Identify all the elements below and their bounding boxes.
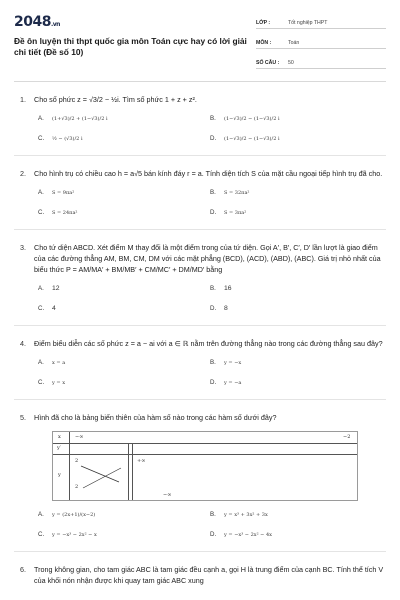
decrease-arrow — [81, 466, 119, 482]
option-letter: D. — [210, 531, 217, 538]
option-letter: A. — [38, 285, 44, 292]
header-divider — [14, 81, 386, 82]
option-c[interactable] — [38, 378, 210, 387]
option-letter: C. — [38, 135, 45, 142]
option-d[interactable] — [210, 208, 382, 217]
option-value: S = 24πa² — [52, 209, 78, 216]
question-text: Cho hình trụ có chiều cao h = a√5 bán kính đáy r = a. Tính diện tích S của mặt cầu ngoại tiếp hình trụ đã cho. — [34, 169, 383, 178]
answer-options — [38, 284, 386, 313]
option-a[interactable] — [38, 284, 210, 293]
answer-options — [38, 188, 386, 217]
option-value: S = 32πa² — [224, 189, 250, 196]
meta-row-class — [256, 17, 386, 29]
question-divider — [14, 551, 386, 552]
option-letter: B. — [210, 359, 216, 366]
option-a[interactable] — [38, 114, 210, 123]
table-y-mid: 2 — [75, 484, 79, 490]
option-letter: C. — [38, 209, 45, 216]
header-left — [14, 6, 254, 69]
question-5 — [14, 412, 386, 539]
question-number: 5. — [20, 413, 26, 422]
question-6 — [14, 564, 386, 586]
question-text: Trong không gian, cho tam giác ABC là tam giác đều cạnh a, gọi H là trung điểm của cạnh BC. Tính thể tích V của khối nón nhận được khi quay tam giác ABC xung — [34, 565, 384, 585]
option-value: x = a — [52, 359, 66, 366]
option-c[interactable] — [38, 208, 210, 217]
question-2 — [14, 168, 386, 217]
option-value: (1−√3)/2 − (1−√3)/2 i — [224, 115, 280, 122]
option-d[interactable] — [210, 134, 382, 143]
option-d[interactable] — [210, 378, 382, 387]
option-letter: B. — [210, 285, 216, 292]
increase-arrow — [83, 468, 121, 488]
option-value: S = 9πa² — [52, 189, 75, 196]
option-letter: C. — [38, 379, 45, 386]
option-value: 4 — [52, 305, 56, 312]
question-divider — [14, 155, 386, 156]
question-text: Điểm biểu diễn các số phức z = a − ai với a ∈ ℝ nằm trên đường thẳng nào trong các đường thẳng sau đây? — [34, 339, 383, 348]
option-b[interactable] — [210, 510, 382, 519]
option-value: ½ − (√3)/2 i — [52, 135, 83, 142]
meta-row-subject — [256, 37, 386, 49]
question-text: Hình đã cho là bảng biến thiên của hàm số nào trong các hàm số dưới đây? — [34, 413, 277, 422]
option-value: y = −x — [224, 359, 242, 366]
table-x-left: −∞ — [75, 434, 84, 440]
document-title: Đề ôn luyện thi thpt quốc gia môn Toán cực hay có lời giải chi tiết (Đề số 10) — [14, 36, 247, 57]
meta-label: MÔN : — [256, 39, 272, 46]
table-y-right-bottom: −∞ — [163, 492, 172, 498]
question-divider — [14, 399, 386, 400]
question-number: 2. — [20, 169, 26, 178]
question-text: Cho số phức z = √3/2 − ½i. Tìm số phức 1 + z + z². — [34, 95, 197, 104]
option-value: y = −a — [224, 379, 242, 386]
logo-suffix: .vn — [50, 21, 60, 28]
option-value: 8 — [224, 305, 228, 312]
meta-row-count — [256, 57, 386, 69]
option-value: y = x — [52, 379, 66, 386]
option-value: y = x³ + 3x² + 3x — [224, 511, 268, 518]
question-4 — [14, 338, 386, 387]
option-b[interactable] — [210, 284, 382, 293]
answer-options — [38, 510, 386, 539]
meta-label: SỐ CÂU : — [256, 59, 280, 66]
table-yprime-label: y′ — [57, 445, 61, 451]
logo-main: 2048 — [14, 14, 51, 30]
option-letter: D. — [210, 379, 217, 386]
option-b[interactable] — [210, 114, 382, 123]
option-c[interactable] — [38, 304, 210, 313]
option-letter: A. — [38, 359, 44, 366]
meta-value: Toán — [288, 39, 300, 46]
question-number: 6. — [20, 565, 26, 574]
option-value: (1−√3)/2 − (1−√3)/2 i — [224, 135, 280, 142]
option-letter: B. — [210, 511, 216, 518]
question-number: 3. — [20, 243, 26, 252]
table-y-label: y — [58, 472, 61, 478]
option-letter: A. — [38, 189, 44, 196]
option-value: y = (2x+1)/(x−2) — [52, 511, 96, 518]
option-value: y = −x³ − 2x² − 4x — [224, 531, 272, 538]
table-x-label: x — [58, 434, 61, 440]
option-letter: C. — [38, 305, 45, 312]
header-meta — [256, 17, 386, 69]
option-a[interactable] — [38, 188, 210, 197]
meta-value: 50 — [288, 59, 294, 66]
option-c[interactable] — [38, 530, 210, 539]
option-d[interactable] — [210, 304, 382, 313]
option-letter: B. — [210, 115, 216, 122]
option-a[interactable] — [38, 358, 210, 367]
question-text: Cho tứ diện ABCD. Xét điểm M thay đổi là một điểm trong của tứ diện. Gọi A′, B′, C′, D′ lần lượt là giao điểm của các đường thẳng AM, BM, CM, DM với các mặt phẳng (BCD), (ACD), (ABD), (ABC). Giá trị nhỏ nhất của biểu thức P = AM/MA′ + BM/MB′ + CM/MC′ + DM/MD′ bằng — [34, 243, 381, 274]
option-letter: D. — [210, 209, 217, 216]
option-b[interactable] — [210, 358, 382, 367]
option-d[interactable] — [210, 530, 382, 539]
table-arrows — [53, 432, 357, 500]
document-header — [14, 6, 386, 69]
meta-label: LỚP : — [256, 19, 271, 26]
site-logo[interactable] — [14, 14, 254, 30]
option-b[interactable] — [210, 188, 382, 197]
option-c[interactable] — [38, 134, 210, 143]
question-divider — [14, 229, 386, 230]
question-3 — [14, 242, 386, 313]
option-value: 12 — [52, 285, 60, 292]
meta-value: Tốt nghiệp THPT — [288, 19, 328, 26]
answer-options — [38, 358, 386, 387]
option-value: y = −x³ − 2x² − x — [52, 531, 97, 538]
table-x-right: −2 — [343, 434, 351, 440]
option-value: (1+√3)/2 + (1−√3)/2 i — [52, 115, 108, 122]
option-letter: C. — [38, 531, 45, 538]
question-number: 1. — [20, 95, 26, 104]
question-divider — [14, 325, 386, 326]
option-letter: B. — [210, 189, 216, 196]
option-letter: D. — [210, 305, 217, 312]
option-letter: D. — [210, 135, 217, 142]
table-y-right-top: +∞ — [137, 458, 146, 464]
question-1 — [14, 94, 386, 143]
variation-table — [52, 431, 358, 501]
question-number: 4. — [20, 339, 26, 348]
option-letter: A. — [38, 511, 44, 518]
option-letter: A. — [38, 115, 44, 122]
answer-options — [38, 114, 386, 143]
table-y-top: 2 — [75, 458, 79, 464]
option-value: S = 3πa² — [224, 209, 247, 216]
option-value: 16 — [224, 285, 232, 292]
option-a[interactable] — [38, 510, 210, 519]
